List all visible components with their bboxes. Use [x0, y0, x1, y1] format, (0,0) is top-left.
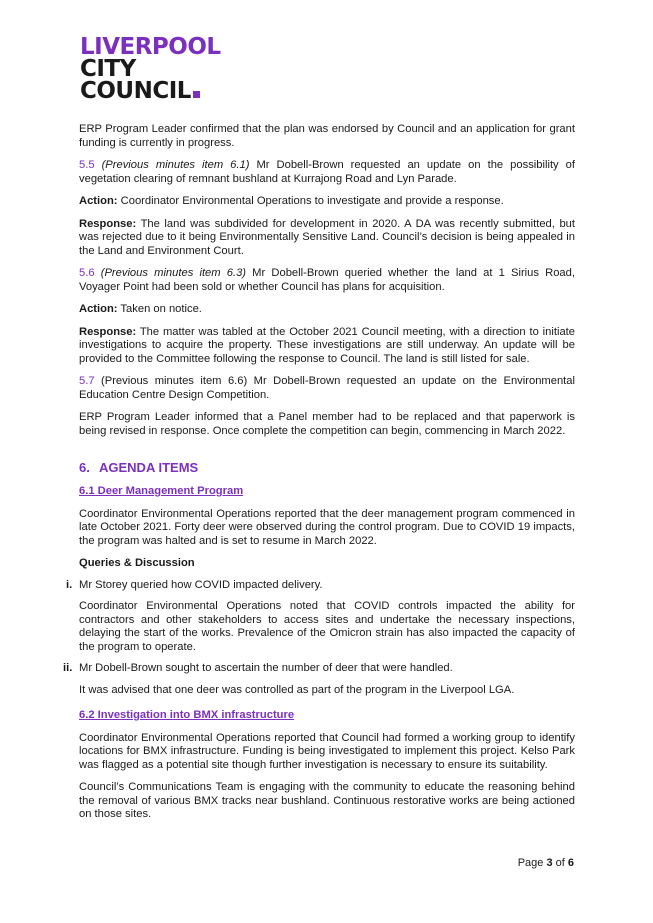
- action-text: Coordinator Environmental Operations to investigate and provide a response.: [117, 195, 504, 207]
- intro-paragraph: ERP Program Leader confirmed that the plan was endorsed by Council and an application for grant funding is currently in progress.: [79, 123, 575, 149]
- response-label: Response:: [79, 217, 137, 230]
- section-title: AGENDA ITEMS: [99, 460, 199, 475]
- response-label: Response:: [79, 325, 137, 338]
- item-5-7-text: (Previous minutes item 6.6) Mr Dobell-Brown requested an update on the Environmental Education Centre Design Competition.: [79, 375, 575, 401]
- item-5-6-ref: (Previous minutes item 6.3): [100, 267, 247, 279]
- item-5-7-number: 5.7: [79, 375, 95, 387]
- query-item: [63, 662, 575, 697]
- item-5-7-followup: ERP Program Leader informed that a Panel member had to be replaced and that paperwork is being revised in response. Once complete the competition can begin, commencing in March 2022.: [79, 411, 575, 437]
- logo-line-2: CITY: [80, 56, 136, 82]
- subsection-6-2-text-1: Coordinator Environmental Operations reported that Council had formed a working group to identify locations for BMX infrastructure. Funding is being investigated to implement this project. Kelso Park was flagged as a potential site though further investigation is necessary to ensure its suitability.: [79, 731, 575, 771]
- minutes-content: [63, 123, 575, 831]
- subsection-6-1-text: Coordinator Environmental Operations reported that the deer management program commenced in late October 2021. Forty deer were observed during the control program. Due to COVID 19 impacts, the program was halted and is set to resume in March 2022.: [79, 507, 575, 547]
- action-label: Action:: [79, 195, 118, 207]
- total-pages: 6: [567, 857, 574, 869]
- page-number: [518, 857, 574, 869]
- response-text: The land was subdivided for development in 2020. A DA was recently submitted, but was rejected due to it being Environmentally Sensitive Land. Council’s decision is being appealed in the Land and Environment Court.: [79, 217, 575, 257]
- page-of: of: [552, 857, 568, 869]
- item-5-6-number: 5.6: [79, 267, 95, 279]
- item-5-5-text: Mr Dobell-Brown requested an update on the possibility of vegetation clearing of remnant bushland at Kurrajong Road and Lyn Parade.: [79, 159, 575, 185]
- item-5-5-action: [79, 195, 575, 209]
- query-text: Mr Dobell-Brown sought to ascertain the number of deer that were handled.: [79, 662, 453, 674]
- queries-heading: Queries & Discussion: [79, 557, 195, 569]
- section-heading: [79, 460, 575, 476]
- section-number: 6.: [79, 460, 90, 475]
- subsection-6-2-text-2: Council’s Communications Team is engaging with the community to educate the reasoning behind the removal of various BMX tracks near bushland. Continuous restorative works are being actioned on those sites.: [79, 781, 575, 820]
- item-5-5-response: [79, 218, 575, 259]
- query-answer: It was advised that one deer was controlled as part of the program in the Liverpool LGA.: [79, 683, 515, 696]
- query-text: Mr Storey queried how COVID impacted delivery.: [79, 578, 323, 591]
- subsection-6-1-title: 6.1 Deer Management Program: [79, 485, 244, 497]
- query-item: [66, 578, 575, 655]
- response-text: The matter was tabled at the October 2021 Council meeting, with a direction to initiate investigations to acquire the property. These investigations are still underway. An update will be provided to the Committee following the response to Council. The land is still listed for sale.: [79, 325, 575, 365]
- item-5-6-text: Mr Dobell-Brown queried whether the land at 1 Sirius Road, Voyager Point had been sold or whether Council has plans for acquisition.: [79, 267, 575, 293]
- query-number: ii.: [63, 662, 73, 674]
- logo-square-icon: [193, 91, 200, 98]
- item-5-5: [79, 159, 575, 186]
- page-label: Page: [517, 857, 547, 869]
- item-5-6-action: [79, 303, 575, 317]
- item-5-6-response: [79, 326, 575, 367]
- logo-line-1: LIVERPOOL: [80, 34, 221, 60]
- query-answer: Coordinator Environmental Operations noted that COVID controls impacted the ability for contractors and other stakeholders to access sites and undertake the necessary inspections, delaying the start of the works. Prevalence of the Omicron strain has also impacted the capacity of the program to operate.: [79, 600, 575, 653]
- item-5-6: [79, 267, 575, 294]
- current-page: 3: [546, 857, 553, 869]
- council-logo: [80, 36, 240, 102]
- logo-line-3: [80, 80, 240, 102]
- action-text: Taken on notice.: [117, 303, 202, 315]
- subsection-6-2-title: 6.2 Investigation into BMX infrastructure: [79, 709, 295, 721]
- item-5-7: [79, 375, 575, 402]
- query-number: i.: [66, 578, 73, 591]
- item-5-5-ref: (Previous minutes item 6.1): [101, 159, 250, 171]
- item-5-5-number: 5.5: [79, 159, 95, 171]
- logo-line-3-text: COUNCIL: [80, 78, 191, 104]
- action-label: Action:: [79, 303, 118, 315]
